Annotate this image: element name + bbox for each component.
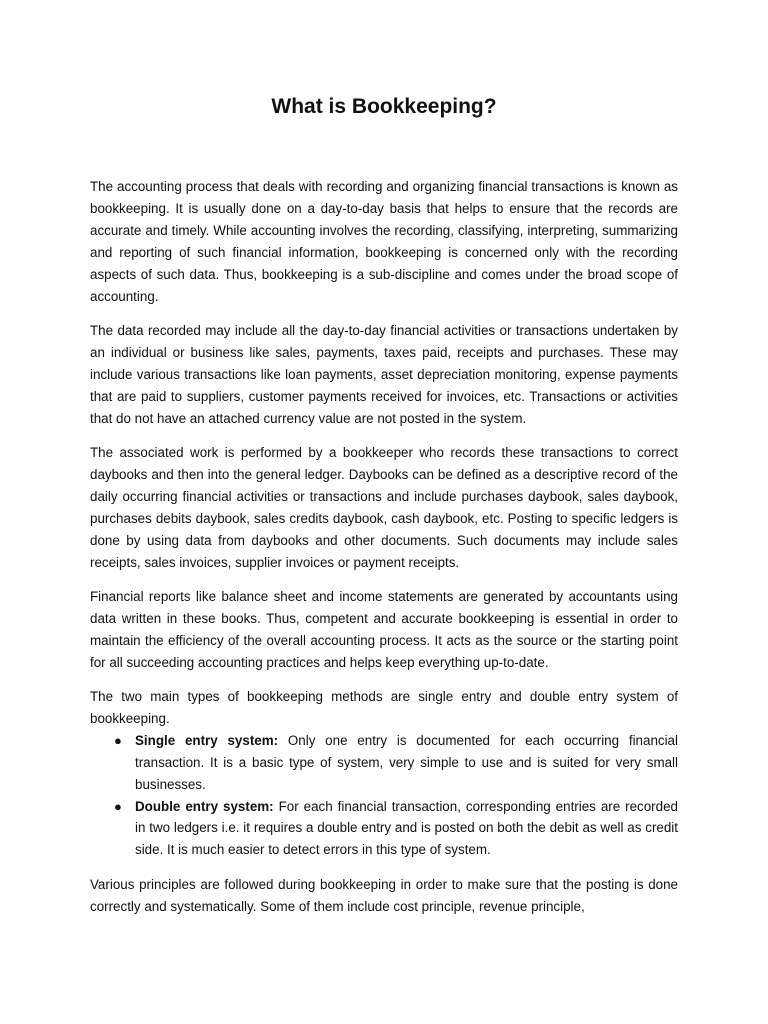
bullet-list	[90, 730, 678, 861]
bullet-term: Double entry system:	[135, 798, 274, 814]
paragraph: The accounting process that deals with recording and organizing financial transactions is known as bookkeeping. It is usually done on a day-to-day basis that helps to ensure that the records are accurate and timely. While accounting involves the recording, classifying, interpreting, summarizing and reporting of such financial information, bookkeeping is concerned only with the recording aspects of such data. Thus, bookkeeping is a sub-discipline and comes under the broad scope of accounting.	[90, 179, 678, 304]
bullet-icon: ●	[114, 798, 122, 814]
paragraph: Financial reports like balance sheet and income statements are generated by accountants using data written in these books. Thus, competent and accurate bookkeeping is essential in order to maintain the efficiency of the overall accounting process. It acts as the source or the starting point for all succeeding accounting practices and helps keep everything up-to-date.	[90, 588, 678, 670]
bullet-icon: ●	[114, 732, 122, 748]
bullet-text: Only one entry is documented for each occurring financial transaction. It is a basic type of system, very simple to use and is suited for very small businesses.	[135, 732, 678, 792]
bullet-text: For each financial transaction, corresponding entries are recorded in two ledgers i.e. it requires a double entry and is posted on both the debit as well as credit side. It is much easier to detect errors in this type of system.	[135, 798, 678, 858]
document-body	[90, 176, 678, 930]
paragraph: Various principles are followed during bookkeeping in order to make sure that the posting is done correctly and systematically. Some of them include cost principle, revenue principle,	[90, 876, 678, 914]
bullet-term: Single entry system:	[135, 732, 279, 748]
list-item	[114, 796, 678, 862]
paragraph: The data recorded may include all the day-to-day financial activities or transactions undertaken by an individual or business like sales, payments, taxes paid, receipts and purchases. These may include various transactions like loan payments, asset depreciation monitoring, expense payments that are paid to suppliers, customer payments received for invoices, etc. Transactions or activities that do not have an attached currency value are not posted in the system.	[90, 322, 678, 426]
list-item	[114, 730, 678, 796]
paragraph: The associated work is performed by a bookkeeper who records these transactions to correct daybooks and then into the general ledger. Daybooks can be defined as a descriptive record of the daily occurring financial activities or transactions and include purchases daybook, sales daybook, purchases debits daybook, sales credits daybook, cash daybook, etc. Posting to specific ledgers is done by using data from daybooks and other documents. Such documents may include sales receipts, sales invoices, supplier invoices or payment receipts.	[90, 444, 678, 570]
paragraph: The two main types of bookkeeping methods are single entry and double entry system of bookkeeping.	[90, 689, 678, 726]
page-title: What is Bookkeeping?	[271, 95, 497, 118]
